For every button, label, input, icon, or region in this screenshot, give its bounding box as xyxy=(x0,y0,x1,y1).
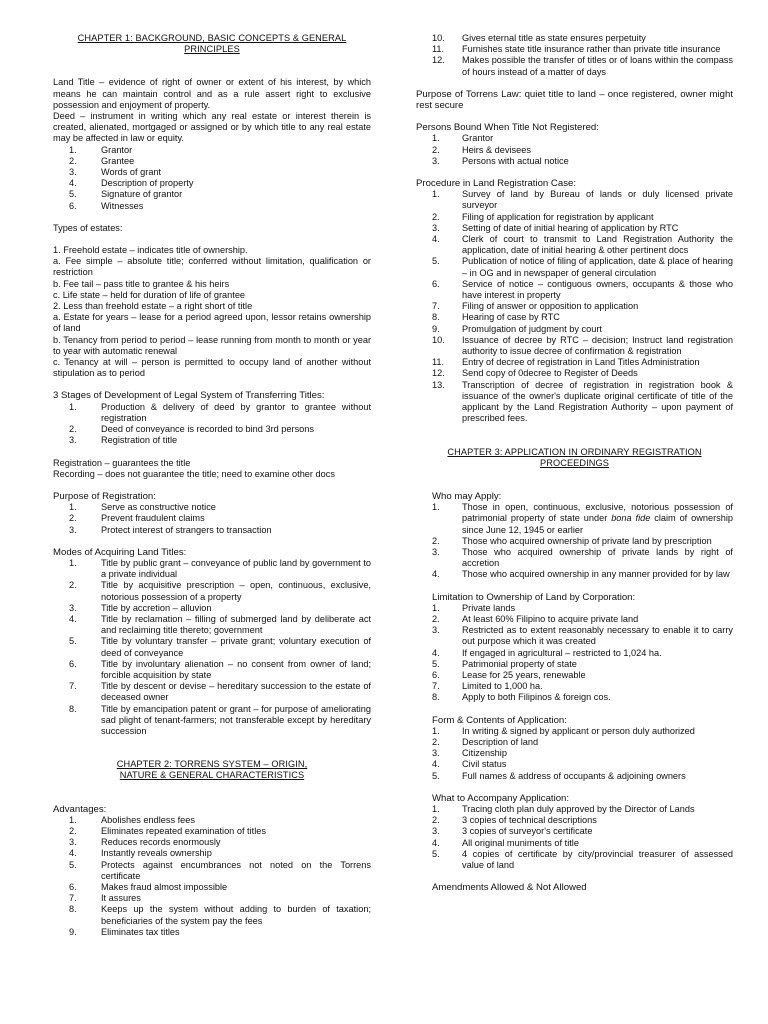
list-number: 3. xyxy=(69,602,77,613)
form-list xyxy=(416,726,733,782)
list-item xyxy=(416,312,733,323)
list-text: Full names & address of occupants & adjoining owners xyxy=(462,770,686,781)
list-text: Prevent fraudulent claims xyxy=(101,513,205,524)
right-column xyxy=(416,33,733,893)
stages-heading: 3 Stages of Development of Legal System of Transferring Titles: xyxy=(53,390,325,402)
list-number: 2. xyxy=(432,211,440,222)
list-item xyxy=(53,659,371,681)
list-number: 1. xyxy=(69,144,77,155)
list-number: 7. xyxy=(69,893,77,904)
estate-type-line: c. Life state – held for duration of life of grantee xyxy=(53,289,246,300)
list-number: 8. xyxy=(432,692,440,703)
procedure-list xyxy=(416,189,733,424)
list-item xyxy=(416,759,733,770)
list-number: 10. xyxy=(432,33,445,43)
who-list-rest xyxy=(416,536,733,581)
list-number: 8. xyxy=(69,904,77,915)
persons-list xyxy=(416,133,733,167)
list-number: 4. xyxy=(69,613,77,624)
chapter-1-title: CHAPTER 1: BACKGROUND, BASIC CONCEPTS & GENERAL PRINCIPLES xyxy=(77,33,347,55)
list-text: Those who acquired ownership of private lands by right of accretion xyxy=(462,546,733,569)
accompany-list xyxy=(416,804,733,871)
list-item xyxy=(416,234,733,256)
list-item xyxy=(53,189,371,200)
list-item xyxy=(416,368,733,379)
list-item xyxy=(416,324,733,335)
list-number: 2. xyxy=(432,613,440,624)
list-item xyxy=(416,212,733,223)
limitation-heading: Limitation to Ownership of Land by Corporation: xyxy=(432,591,636,603)
list-item xyxy=(416,692,733,703)
list-number: 9. xyxy=(69,926,77,937)
list-item xyxy=(416,547,733,569)
who-heading: Who may Apply: xyxy=(432,490,502,502)
list-item xyxy=(416,44,733,55)
list-item xyxy=(416,826,733,837)
list-item xyxy=(416,815,733,826)
list-text: Promulgation of judgment by court xyxy=(462,323,602,334)
list-number: 3. xyxy=(432,826,440,837)
list-item xyxy=(416,681,733,692)
list-text: Lease for 25 years, renewable xyxy=(462,669,586,680)
list-item xyxy=(53,502,371,513)
modes-list xyxy=(53,558,371,737)
list-text: Reduces records enormously xyxy=(101,837,221,848)
list-text: Instantly reveals ownership xyxy=(101,848,212,859)
list-item xyxy=(53,636,371,658)
list-item xyxy=(53,614,371,636)
modes-heading: Modes of Acquiring Land Titles: xyxy=(53,546,187,558)
purpose-torrens: Purpose of Torrens Law: quiet title to land – once registered, owner might rest secure xyxy=(416,88,733,112)
list-number: 3. xyxy=(69,435,77,446)
list-text: Setting of date of initial hearing of application by RTC xyxy=(462,222,679,233)
list-item xyxy=(53,435,371,446)
list-item xyxy=(416,670,733,681)
list-text: Makes fraud almost impossible xyxy=(101,882,228,892)
list-text: Those who acquired ownership in any manner provided for by law xyxy=(462,569,730,580)
list-text: Private lands xyxy=(462,602,516,613)
list-text: Service of notice – contiguous owners, occupants & those who have interest in property xyxy=(462,278,733,301)
estate-type-line: c. Tenancy at will – person is permitted to occupy land of another without stipulation as to period xyxy=(53,357,371,379)
types-of-estates xyxy=(53,245,371,379)
list-item xyxy=(416,614,733,625)
list-item xyxy=(53,927,371,938)
list-item xyxy=(416,357,733,368)
list-text: Civil status xyxy=(462,759,507,770)
list-number: 5. xyxy=(432,848,440,859)
list-item xyxy=(53,580,371,602)
list-number: 5. xyxy=(432,770,440,781)
list-item xyxy=(416,569,733,580)
list-number: 9. xyxy=(432,323,440,334)
list-text: All original muniments of title xyxy=(462,837,579,848)
list-text: Apply to both Filipinos & foreign cos. xyxy=(462,692,611,703)
list-number: 3. xyxy=(69,837,77,848)
list-text: Eliminates repeated examination of titles xyxy=(101,825,266,836)
list-item xyxy=(416,536,733,547)
list-item xyxy=(53,145,371,156)
chapter-2-title: CHAPTER 2: TORRENS SYSTEM – ORIGIN, NATURE & GENERAL CHARACTERISTICS xyxy=(116,759,308,781)
who-list xyxy=(416,502,733,536)
list-text: Title by involuntary alienation – no consent from owner of land; forcible acquisition by state xyxy=(101,658,371,680)
list-text: 3 copies of technical descriptions xyxy=(462,815,597,826)
list-text: Abolishes endless fees xyxy=(101,814,195,825)
list-text: 4 copies of certificate by city/provincial treasurer of assessed value of land xyxy=(462,848,733,870)
persons-heading: Persons Bound When Title Not Registered: xyxy=(416,122,599,134)
list-item xyxy=(53,904,371,926)
list-item xyxy=(53,156,371,167)
list-text: Grantor xyxy=(462,133,494,144)
list-number: 2. xyxy=(69,513,77,524)
list-text: Tracing cloth plan duly approved by the Director of Lands xyxy=(462,803,695,814)
list-text: Title by accretion – alluvion xyxy=(101,602,212,613)
stages-list xyxy=(53,402,371,447)
list-number: 2. xyxy=(432,535,440,546)
list-text: Filing of answer or opposition to application xyxy=(462,301,639,312)
list-text: Publication of notice of filing of application, date & place of hearing – in OG and in newspaper of general circulation xyxy=(462,256,733,278)
list-number: 4. xyxy=(432,647,440,658)
list-number: 6. xyxy=(69,658,77,669)
list-text: Production & delivery of deed by grantor to grantee without registration xyxy=(101,401,371,423)
list-text: Words of grant xyxy=(101,167,162,178)
list-number: 3. xyxy=(432,222,440,233)
list-item xyxy=(416,279,733,301)
list-number: 4. xyxy=(432,569,440,580)
list-number: 1. xyxy=(69,814,77,825)
list-number: 3. xyxy=(432,748,440,759)
accompany-heading: What to Accompany Application: xyxy=(432,792,570,804)
list-item xyxy=(416,335,733,357)
list-text: Gives eternal title as state ensures perpetuity xyxy=(462,33,646,43)
list-text: If engaged in agricultural – restricted to 1,024 ha. xyxy=(462,647,662,658)
list-text: Eliminates tax titles xyxy=(101,926,180,937)
list-number: 5. xyxy=(432,256,440,267)
list-number: 4. xyxy=(432,759,440,770)
list-number: 1. xyxy=(69,502,77,513)
list-item xyxy=(416,223,733,234)
list-number: 11. xyxy=(432,44,445,55)
list-text: Witnesses xyxy=(101,200,144,211)
list-item xyxy=(416,849,733,871)
list-text: Send copy of 0decree to Register of Deeds xyxy=(462,368,638,379)
list-number: 5. xyxy=(432,658,440,669)
list-text: Filing of application for registration by applicant xyxy=(462,211,654,222)
list-item xyxy=(53,837,371,848)
list-number: 12. xyxy=(432,55,445,66)
list-text: Deed of conveyance is recorded to bind 3rd persons xyxy=(101,424,314,435)
list-item xyxy=(53,167,371,178)
list-item xyxy=(416,625,733,647)
list-text: Entry of decree of registration in Land Titles Administration xyxy=(462,357,700,368)
purpose-list xyxy=(53,502,371,536)
list-number: 12. xyxy=(432,368,445,379)
list-text: Title by emancipation patent or grant – for purpose of ameliorating sad plight of tenant-farmers; not transferable except by hereditary succession xyxy=(101,703,371,736)
list-item xyxy=(416,648,733,659)
list-item xyxy=(53,815,371,826)
list-number: 2. xyxy=(69,825,77,836)
list-text: Signature of grantor xyxy=(101,189,183,200)
list-number: 4. xyxy=(432,234,440,245)
list-text: Registration of title xyxy=(101,435,178,446)
list-number: 4. xyxy=(69,848,77,859)
list-number: 2. xyxy=(69,424,77,435)
list-text: Furnishes state title insurance rather than private title insurance xyxy=(462,44,721,55)
list-text: Title by public grant – conveyance of public land by government to a private individual xyxy=(101,557,371,580)
list-number: 1. xyxy=(432,133,440,144)
list-text: Restricted as to extent reasonably necessary to enable it to carry out purpose which it was created xyxy=(462,625,733,647)
advantages-continued-list xyxy=(416,33,733,78)
list-number: 11. xyxy=(432,357,445,368)
list-number: 2. xyxy=(69,155,77,166)
estate-type-line: a. Estate for years – lease for a period agreed upon, lessor retains ownership of land xyxy=(53,312,371,334)
list-item xyxy=(416,156,733,167)
chapter-3-title: CHAPTER 3: APPLICATION IN ORDINARY REGISTRATION PROCEEDINGS xyxy=(447,446,702,468)
list-number: 4. xyxy=(432,837,440,848)
list-item xyxy=(53,826,371,837)
list-number: 2. xyxy=(432,815,440,826)
amendments-heading: Amendments Allowed & Not Allowed xyxy=(432,882,587,894)
list-item xyxy=(53,201,371,212)
list-text: Serve as constructive notice xyxy=(101,502,216,513)
list-text: Grantor xyxy=(101,144,133,155)
list-item xyxy=(416,380,733,425)
list-item xyxy=(416,145,733,156)
estate-type-line: 1. Freehold estate – indicates title of ownership. xyxy=(53,245,248,256)
list-item xyxy=(416,256,733,278)
list-text: It assures xyxy=(101,893,141,904)
list-number: 3. xyxy=(69,167,77,178)
list-text: Title by reclamation – filling of submerged land by deliberate act and reclaiming title thereto; government xyxy=(101,613,371,636)
limitation-list xyxy=(416,603,733,704)
list-number: 6. xyxy=(69,882,77,892)
list-number: 6. xyxy=(432,669,440,680)
list-item xyxy=(416,659,733,670)
list-number: 1. xyxy=(69,557,77,568)
list-text: Description of property xyxy=(101,178,194,189)
list-item xyxy=(53,424,371,435)
list-number: 5. xyxy=(69,189,77,200)
list-number: 3. xyxy=(432,625,440,636)
list-text: Hearing of case by RTC xyxy=(462,312,560,323)
list-number: 3. xyxy=(432,155,440,166)
list-text: Grantee xyxy=(101,155,135,166)
list-item xyxy=(416,189,733,211)
list-item xyxy=(53,603,371,614)
list-text: Transcription of decree of registration in registration book & issuance of the owner's duplicate original certificate of title of the applicant by the Land Registration Authority – upon payment of prescribed fees. xyxy=(462,379,733,424)
list-item xyxy=(53,525,371,536)
deed-definition: Deed – instrument in writing which any real estate or interest therein is created, alienated, mortgaged or assigned or by which title to any real estate may be affected in law or equity. xyxy=(53,111,371,144)
list-number: 4. xyxy=(69,178,77,189)
list-text: Those who acquired ownership of private land by prescription xyxy=(462,535,712,546)
list-number: 3. xyxy=(69,524,77,535)
advantages-list xyxy=(53,815,371,938)
list-number: 1. xyxy=(432,602,440,613)
list-item xyxy=(416,55,733,77)
list-item xyxy=(416,301,733,312)
list-item xyxy=(416,726,733,737)
list-number: 8. xyxy=(432,312,440,323)
purpose-heading: Purpose of Registration: xyxy=(53,490,156,502)
list-number: 8. xyxy=(69,703,77,714)
list-number: 1. xyxy=(69,401,77,412)
list-item xyxy=(416,33,733,44)
deed-elements-list xyxy=(53,145,371,212)
list-text: Persons with actual notice xyxy=(462,155,569,166)
list-number: 2. xyxy=(432,736,440,747)
registration-definition: Registration – guarantees the title xyxy=(53,457,191,468)
list-item xyxy=(53,178,371,189)
list-text: Survey of land by Bureau of lands or duly licensed private surveyor xyxy=(462,189,733,211)
list-number: 6. xyxy=(69,200,77,211)
list-item xyxy=(416,603,733,614)
list-number: 7. xyxy=(69,681,77,692)
estate-type-line: b. Tenancy from period to period – lease running from month to month or year to year with automatic renewal xyxy=(53,334,371,356)
list-item xyxy=(416,748,733,759)
list-text: Protect interest of strangers to transaction xyxy=(101,524,272,535)
list-number: 7. xyxy=(432,681,440,692)
list-item xyxy=(416,737,733,748)
land-title-definition: Land Title – evidence of right of owner or extent of his interest, by which means he can maintain control and as a rule assert right to exclusive possession and enjoyment of property. xyxy=(53,77,371,110)
list-item: 1. Those in open, continuous, exclusive, notorious possession of patrimonial property of state under bona fide claim of ownership since June 12, 1945 or earlier xyxy=(432,502,734,535)
list-text: Protects against encumbrances not noted on the Torrens certificate xyxy=(101,859,371,881)
list-text: Title by voluntary transfer – private grant; voluntary execution of deed of conveyance xyxy=(101,636,371,658)
list-number: 13. xyxy=(432,379,445,390)
types-heading: Types of estates: xyxy=(53,222,123,233)
list-item xyxy=(416,838,733,849)
left-column xyxy=(53,33,371,938)
list-item xyxy=(53,402,371,424)
list-number: 2. xyxy=(432,144,440,155)
list-item xyxy=(53,848,371,859)
estate-type-line: b. Fee tail – pass title to grantee & his heirs xyxy=(53,278,230,289)
list-number: 1. xyxy=(432,803,440,814)
list-text: At least 60% Filipino to acquire private land xyxy=(462,613,639,624)
list-item xyxy=(416,804,733,815)
list-text: Clerk of court to transmit to Land Registration Authority the application, date of initial hearing & other pertinent docs xyxy=(462,234,733,256)
list-text: Issuance of decree by RTC – decision; Instruct land registration authority to issue decree of confirmation & registration xyxy=(462,334,733,357)
list-number: 1. xyxy=(432,189,440,200)
list-item xyxy=(53,882,371,893)
list-text: Limited to 1,000 ha. xyxy=(462,681,543,692)
list-number: 2. xyxy=(69,580,77,591)
list-number: 1. xyxy=(432,725,440,736)
estate-type-line: 2. Less than freehold estate – a right short of title xyxy=(53,301,253,312)
list-item xyxy=(53,681,371,703)
list-text: 3 copies of surveyor's certificate xyxy=(462,826,593,837)
list-text: Makes possible the transfer of titles or of loans within the compass of hours instead of a matter of days xyxy=(462,55,733,77)
list-item xyxy=(53,860,371,882)
list-item xyxy=(53,513,371,524)
list-text: Citizenship xyxy=(462,748,507,759)
list-item xyxy=(53,558,371,580)
recording-definition: Recording – does not guarantee the title; need to examine other docs xyxy=(53,468,335,479)
advantages-heading: Advantages: xyxy=(53,803,107,815)
form-heading: Form & Contents of Application: xyxy=(432,714,567,726)
list-number: 10. xyxy=(432,334,445,345)
list-text: Keeps up the system without adding to burden of taxation; beneficiaries of the system pay the fees xyxy=(101,904,371,926)
list-text: Patrimonial property of state xyxy=(462,658,577,669)
procedure-heading: Procedure in Land Registration Case: xyxy=(416,178,576,190)
list-number: 5. xyxy=(69,636,77,647)
list-item xyxy=(53,704,371,738)
list-number: 6. xyxy=(432,278,440,289)
list-item xyxy=(53,893,371,904)
list-item xyxy=(416,133,733,144)
list-number: 7. xyxy=(432,301,440,312)
list-item xyxy=(416,771,733,782)
list-text: Title by acquisitive prescription – open, continuous, exclusive, notorious possession of a property xyxy=(101,580,371,602)
list-text: In writing & signed by applicant or person duly authorized xyxy=(462,725,695,736)
list-text: Description of land xyxy=(462,736,539,747)
list-number: 5. xyxy=(69,859,77,870)
estate-type-line: a. Fee simple – absolute title; conferred without limitation, qualification or restriction xyxy=(53,256,371,278)
list-text: Heirs & devisees xyxy=(462,144,531,155)
list-text: Title by descent or devise – hereditary succession to the estate of deceased owner xyxy=(101,681,371,703)
list-number: 3. xyxy=(432,546,440,557)
